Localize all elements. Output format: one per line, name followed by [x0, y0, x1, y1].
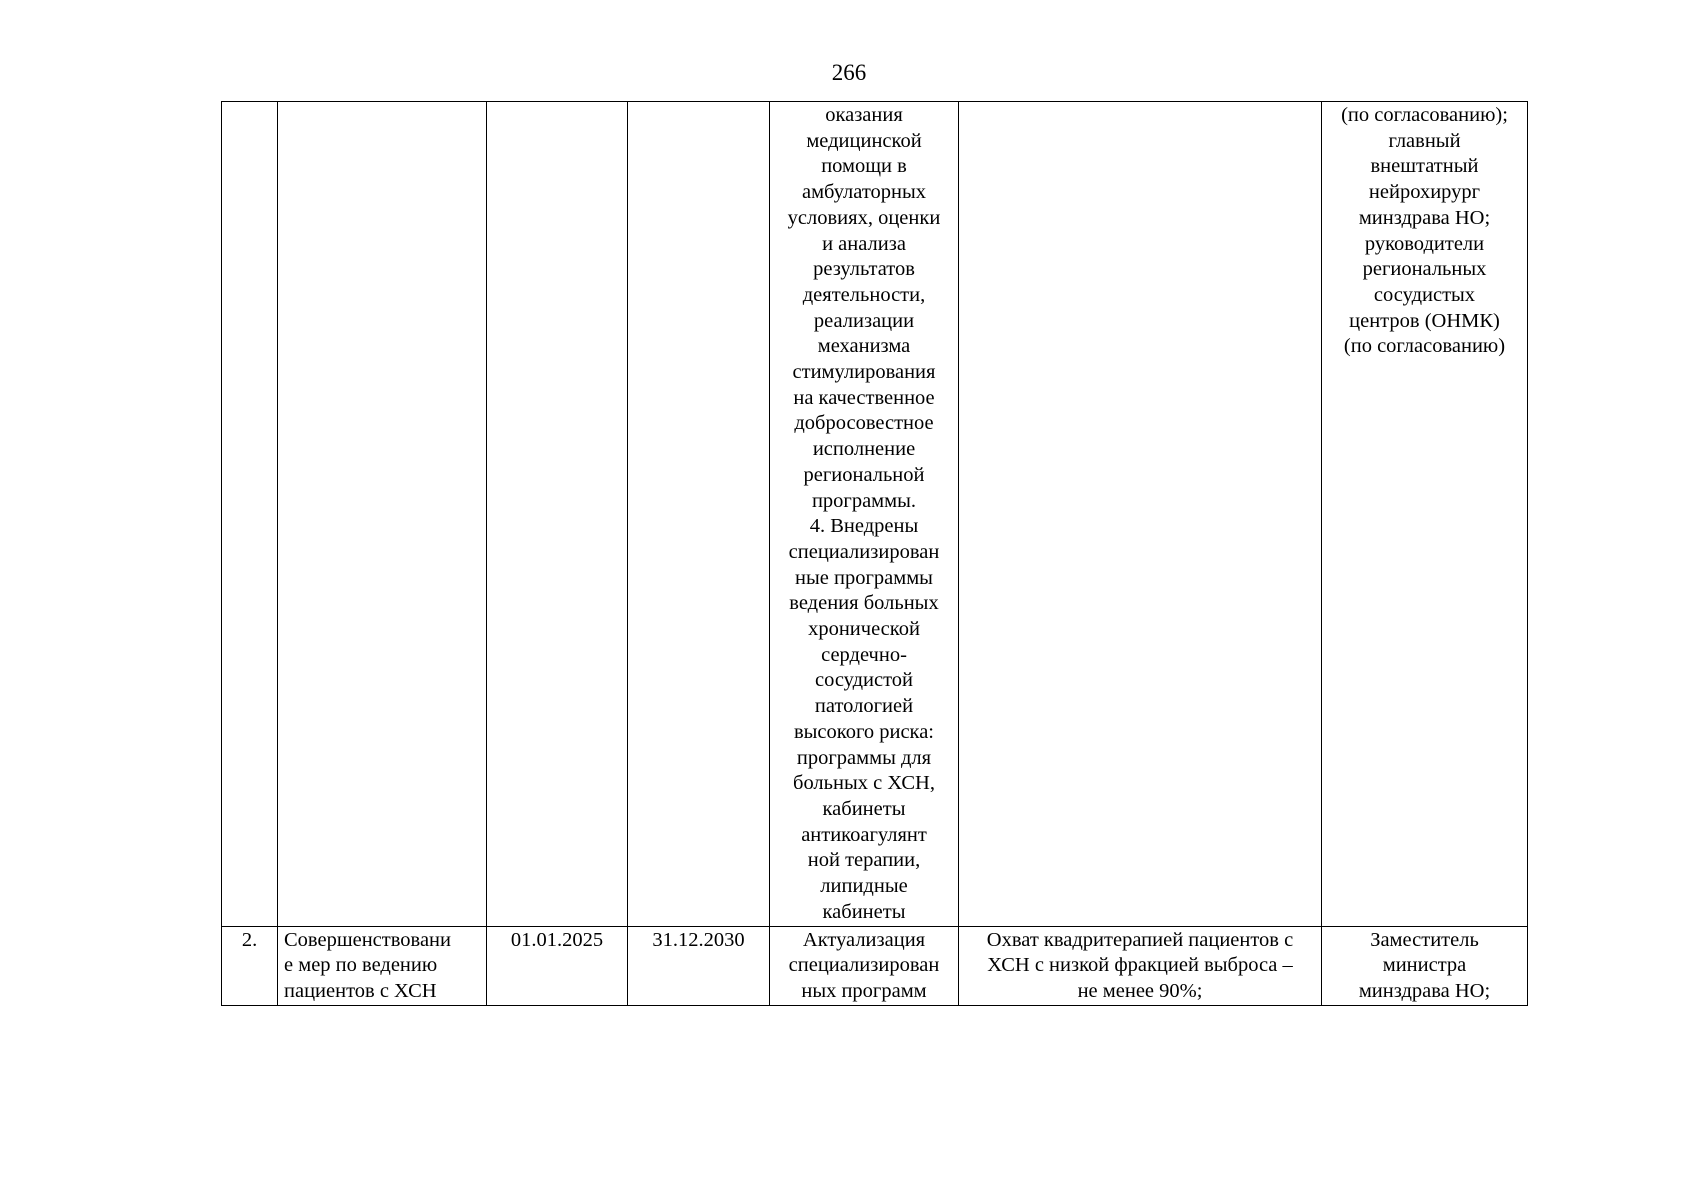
end-date-cell: 31.12.2030: [628, 926, 770, 1005]
measure-name-cell: Совершенствовани е мер по ведению пациентов с ХСН: [278, 926, 487, 1005]
table-row: [222, 926, 1528, 1005]
row-number-cell: [222, 102, 278, 927]
responsible-cell: (по согласованию); главный внештатный нейрохирург минздрава НО; руководители региональных сосудистых центров (ОНМК) (по согласованию): [1322, 102, 1528, 927]
table-row: [222, 102, 1528, 927]
result-cell: оказания медицинской помощи в амбулаторных условиях, оценки и анализа результатов деятельности, реализации механизма стимулирования на качественное добросовестное исполнение региональной программы. 4. Внедрены специализирован ные программы ведения больных хронической сердечно- сосудистой патологией высокого риска: программы для больных с ХСН, кабинеты антикоагулянт ной терапии, липидные кабинеты: [770, 102, 959, 927]
page-number: 266: [831, 60, 867, 85]
indicator-cell: [959, 102, 1322, 927]
end-date-cell: [628, 102, 770, 927]
responsible-cell: Заместитель министра минздрава НО;: [1322, 926, 1528, 1005]
start-date-cell: 01.01.2025: [487, 926, 628, 1005]
result-cell: Актуализация специализирован ных программ: [770, 926, 959, 1005]
start-date-cell: [487, 102, 628, 927]
measures-table: [221, 101, 1528, 1006]
row-number-cell: 2.: [222, 926, 278, 1005]
indicator-cell: Охват квадритерапией пациентов с ХСН с низкой фракцией выброса – не менее 90%;: [959, 926, 1322, 1005]
measure-name-cell: [278, 102, 487, 927]
